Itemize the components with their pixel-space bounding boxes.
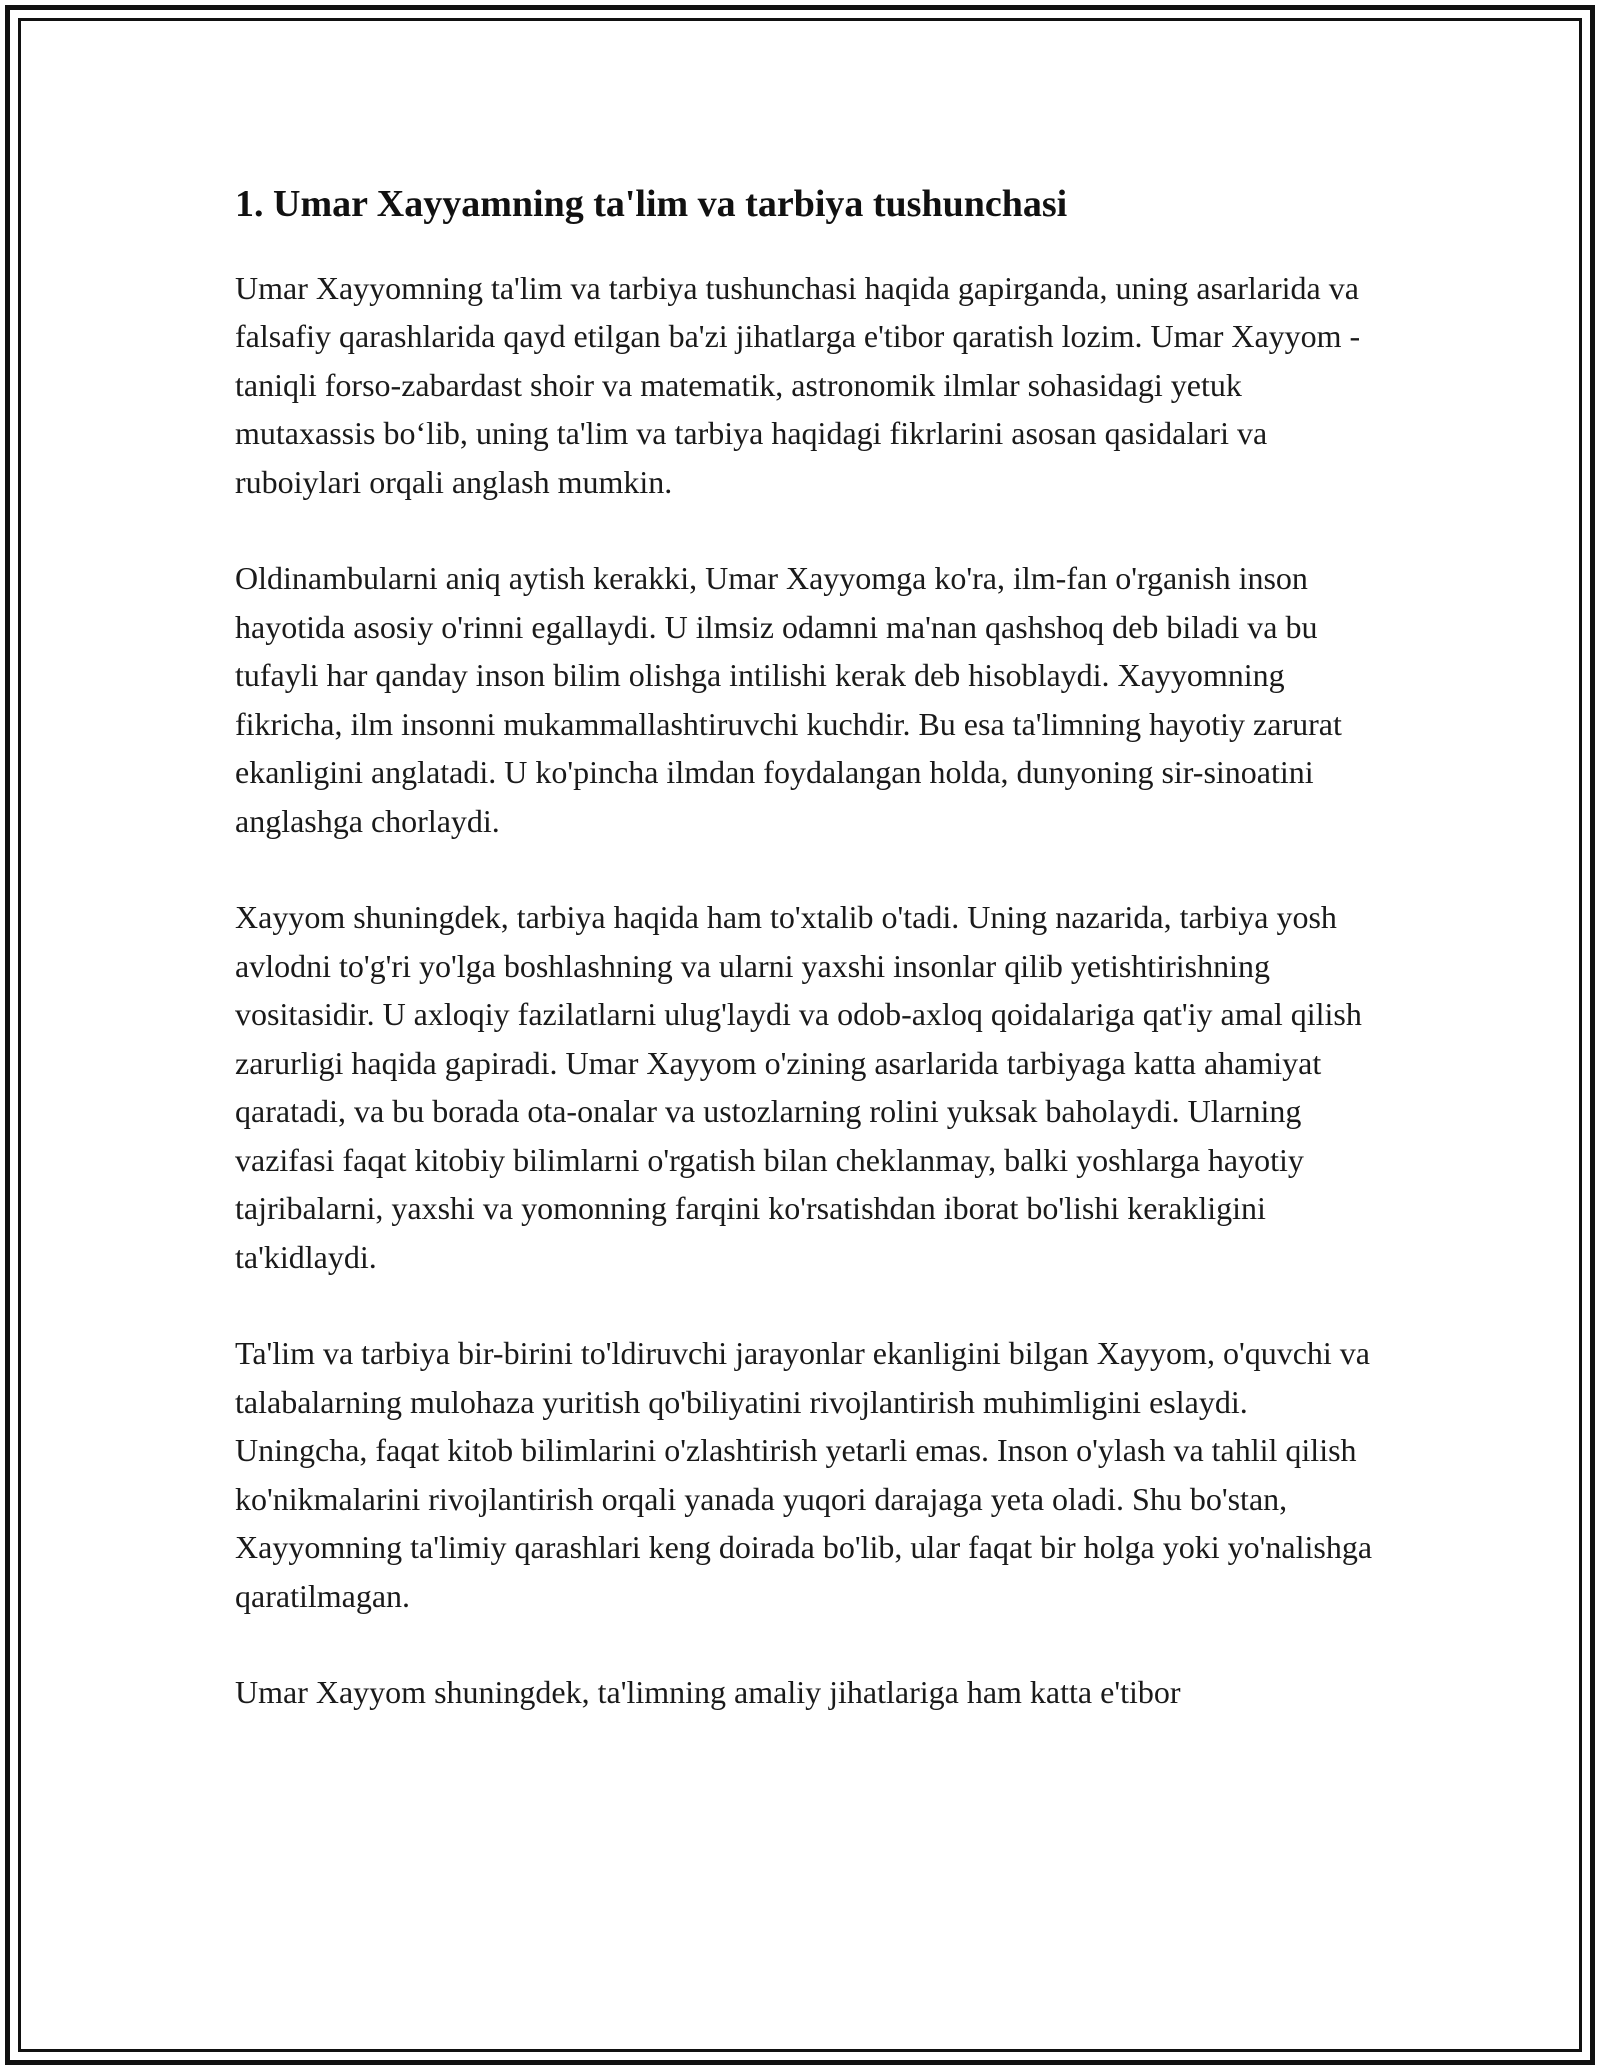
paragraph-3: Xayyom shuningdek, tarbiya haqida ham to'xtalib o'tadi. Uning nazarida, tarbiya yosh avlodni to'g'ri yo'lga boshlashning va ularni yaxshi insonlar qilib yetishtirishning vositasidir. U axloqiy fazilatlarni ulug'laydi va odob-axloq qoidalariga qat'iy amal qilish zarurligi haqida gapiradi. Umar Xayyom o'zining asarlarida tarbiyaga katta ahamiyat qaratadi, va bu borada ota-onalar va ustozlarning rolini yuksak baholaydi. Ularning vazifasi faqat kitobiy bilimlarni o'rgatish bilan cheklanmay, balki yoshlarga hayotiy tajribalarni, yaxshi va yomonning farqini ko'rsatishdan iborat bo'lishi kerakligini ta'kidlaydi. [235,899,1362,1275]
paragraph-1: Umar Xayyomning ta'lim va tarbiya tushunchasi haqida gapirganda, uning asarlarida va falsafiy qarashlarida qayd etilgan ba'zi jihatlarga e'tibor qaratish lozim. Umar Xayyom - taniqli forso-zabardast shoir va matematik, astronomik ilmlar sohasidagi yetuk mutaxassis bo‘lib, uning ta'lim va tarbiya haqidagi fikrlarini asosan qasidalari va ruboiylari orqali anglash mumkin. [235,269,1361,500]
document-body [235,182,1375,1765]
paragraph-2: Oldinambularni aniq aytish kerakki, Umar Xayyomga ko'ra, ilm-fan o'rganish inson hayotida asosiy o'rinni egallaydi. U ilmsiz odamni ma'nan qashshoq deb biladi va bu tufayli har qanday inson bilim olishga intilishi kerak deb hisoblaydi. Xayyomning fikricha, ilm insonni mukammallashtiruvchi kuchdir. Bu esa ta'limning hayotiy zarurat ekanligini anglatadi. U ko'pincha ilmdan foydalangan holda, dunyoning sir-sinoatini anglashga chorlaydi. [235,560,1342,839]
paragraph-5: Umar Xayyom shuningdek, ta'limning amaliy jihatlariga ham katta e'tibor [235,1674,1181,1711]
document-title: 1. Umar Xayyamning ta'lim va tarbiya tushunchasi [235,183,1068,225]
paragraph-4: Ta'lim va tarbiya bir-birini to'ldiruvchi jarayonlar ekanligini bilgan Xayyom, o'quvchi va talabalarning mulohaza yuritish qo'biliyatini rivojlantirish muhimligini eslaydi. Uningcha, faqat kitob bilimlarini o'zlashtirish yetarli emas. Inson o'ylash va tahlil qilish ko'nikmalarini rivojlantirish orqali yanada yuqori darajaga yeta oladi. Shu bo'stan, Xayyomning ta'limiy qarashlari keng doirada bo'lib, ular faqat bir holga yoki yo'nalishga qaratilmagan. [235,1335,1373,1614]
